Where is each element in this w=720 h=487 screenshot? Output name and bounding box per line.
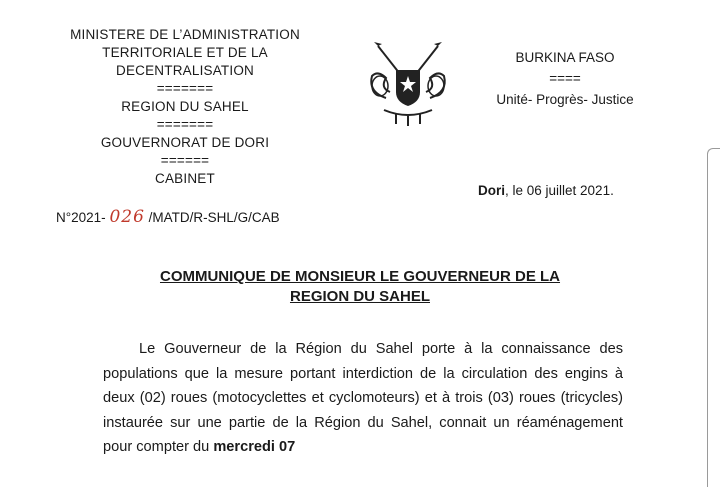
ministry-line-1: MINISTERE DE L’ADMINISTRATION bbox=[70, 27, 300, 42]
region-name: REGION DU SAHEL bbox=[121, 99, 249, 114]
page-edge-tab bbox=[707, 148, 720, 487]
gouvernorat-name: GOUVERNORAT DE DORI bbox=[100, 135, 270, 150]
body-paragraph bbox=[103, 337, 623, 460]
coat-of-arms-emblem bbox=[356, 40, 460, 128]
reference-suffix: /MATD/R-SHL/G/CAB bbox=[148, 210, 280, 225]
country-name: BURKINA FASO bbox=[515, 50, 615, 65]
date-place: Dori bbox=[478, 183, 505, 198]
separator: ==== bbox=[549, 71, 581, 86]
document-date bbox=[478, 183, 614, 198]
handwritten-number: 026 bbox=[109, 207, 145, 227]
date-text: , le 06 juillet 2021. bbox=[505, 183, 614, 198]
ministry-header bbox=[50, 26, 320, 188]
communique-body bbox=[103, 337, 623, 460]
ministry-line-3: DECENTRALISATION bbox=[116, 63, 254, 78]
separator: ======= bbox=[156, 117, 214, 132]
national-motto: Unité- Progrès- Justice bbox=[496, 92, 634, 107]
title-line-2: REGION DU SAHEL bbox=[289, 288, 430, 305]
reference-number bbox=[56, 207, 280, 227]
communique-title bbox=[100, 267, 620, 307]
body-bold-date: mercredi 07 bbox=[213, 439, 296, 455]
separator: ======= bbox=[156, 81, 214, 96]
separator: ====== bbox=[160, 153, 210, 168]
reference-prefix: N°2021- bbox=[56, 210, 106, 225]
ministry-line-2: TERRITORIALE ET DE LA bbox=[102, 45, 268, 60]
body-text: Le Gouverneur de la Région du Sahel porte à la connaissance des populations que la mesure portant interdiction de la circulation des engins à deux (02) roues (motocyclettes et cyclomoteurs) et à trois (03) roues (tricycles) instaurée sur une partie de la Région du Sahel, connait un réaménagement pour compter du bbox=[103, 341, 623, 455]
cabinet-label: CABINET bbox=[155, 171, 215, 186]
country-header bbox=[490, 47, 640, 110]
title-line-1: COMMUNIQUE DE MONSIEUR LE GOUVERNEUR DE LA bbox=[159, 268, 561, 285]
